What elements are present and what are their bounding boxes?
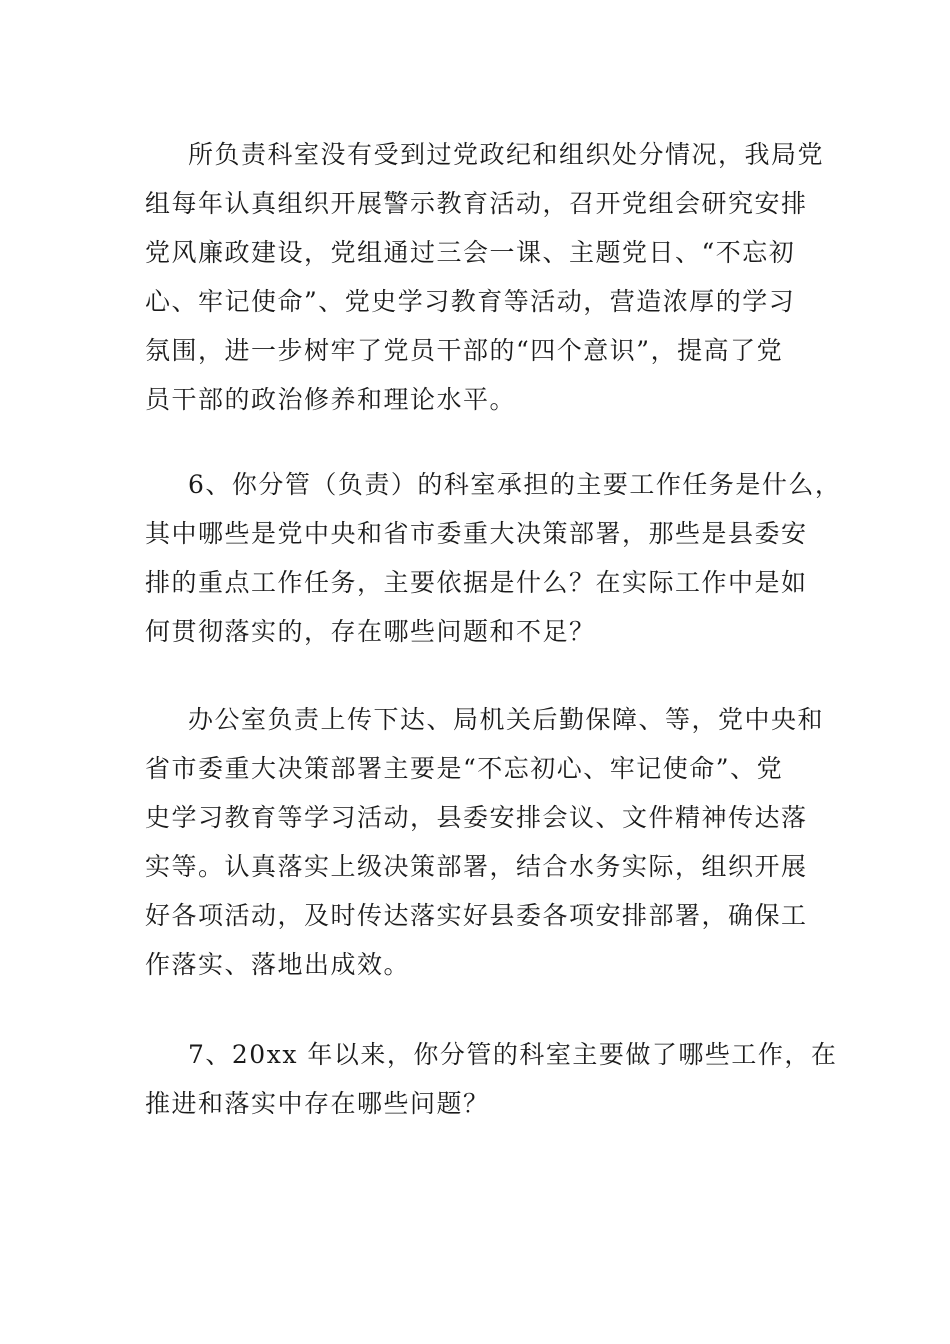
text-line: 史学习教育等学习活动，县委安排会议、文件精神传达落 [145,803,808,832]
text-line: 好各项活动，及时传达落实好县委各项安排部署，确保工 [145,901,808,930]
question-7 [145,1030,838,1128]
text-line: 氛围，进一步树牢了党员干部的“四个意识”，提高了党 [145,336,784,365]
paragraph-discipline-status [145,130,825,424]
text-line: 组每年认真组织开展警示教育活动，召开党组会研究安排 [145,189,808,218]
text-line: 办公室负责上传下达、局机关后勤保障、等，党中央和 [188,705,825,734]
text-line: 其中哪些是党中央和省市委重大决策部署，那些是县委安 [145,519,808,548]
text-line: 党风廉政建设，党组通过三会一课、主题党日、“不忘初 [145,238,796,267]
answer-6 [145,695,825,989]
text-line: 心、牢记使命”、党史学习教育等活动，营造浓厚的学习 [145,287,796,316]
text-line: 省市委重大决策部署主要是“不忘初心、牢记使命”、党 [145,754,784,783]
text-line: 实等。认真落实上级决策部署，结合水务实际，组织开展 [145,852,808,881]
text-line: 推进和落实中存在哪些问题？ [145,1089,490,1118]
text-line: 何贯彻落实的，存在哪些问题和不足？ [145,617,596,646]
question-6 [145,460,842,656]
text-line: 所负责科室没有受到过党政纪和组织处分情况，我局党 [188,140,825,169]
text-line: 7、20xx 年以来，你分管的科室主要做了哪些工作，在 [188,1040,838,1069]
text-line: 员干部的政治修养和理论水平。 [145,385,517,414]
text-line: 排的重点工作任务，主要依据是什么？在实际工作中是如 [145,568,808,597]
text-line: 6、你分管（负责）的科室承担的主要工作任务是什么， [188,470,842,499]
text-line: 作落实、落地出成效。 [145,950,411,979]
